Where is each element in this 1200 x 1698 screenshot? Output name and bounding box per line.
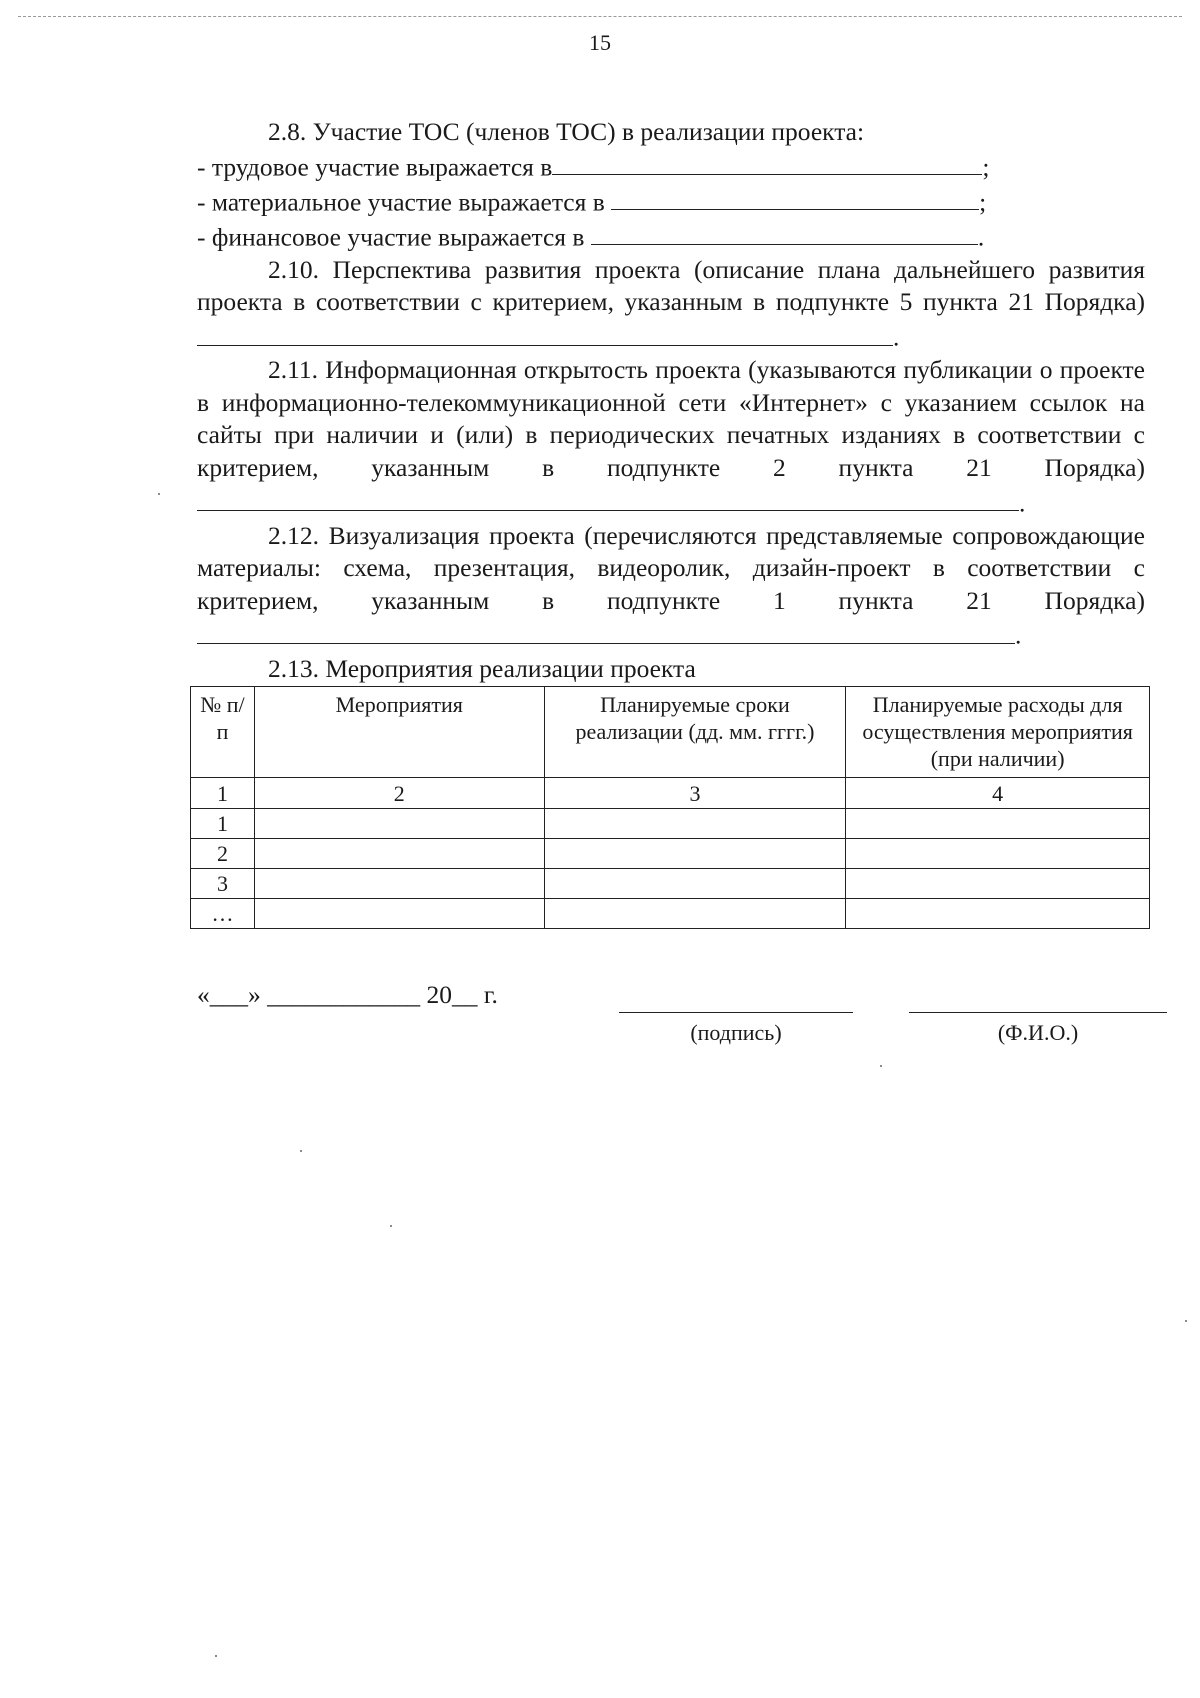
page-number: 15 <box>589 30 611 55</box>
table-row <box>191 869 1150 899</box>
section-2-10-end: . <box>893 322 900 352</box>
signature-line[interactable] <box>619 1012 853 1013</box>
scan-edge-line <box>18 16 1182 17</box>
section-2-12-end: . <box>1015 620 1022 650</box>
section-2-13-heading: 2.13. Мероприятия реализации проекта <box>268 653 696 683</box>
labor-participation-label: - трудовое участие выражается в <box>197 152 553 182</box>
material-fill-line[interactable] <box>611 184 979 211</box>
section-2-10 <box>197 254 1145 354</box>
scan-speck <box>158 493 160 495</box>
row-number: … <box>191 899 255 929</box>
labor-fill-line[interactable] <box>552 149 982 176</box>
column-number: 1 <box>191 778 255 809</box>
header-planned-expenses: Планируемые расходы для осуществления мероприятия (при наличии) <box>846 687 1150 778</box>
scan-speck <box>880 1065 882 1067</box>
scan-speck <box>1185 1320 1187 1322</box>
dates-cell[interactable] <box>544 899 846 929</box>
expenses-cell[interactable] <box>846 899 1150 929</box>
row-number: 3 <box>191 869 255 899</box>
financial-end-mark: . <box>977 222 985 252</box>
table-row <box>191 809 1150 839</box>
full-name-caption: (Ф.И.О.) <box>997 1020 1079 1045</box>
date-field[interactable]: «___» ____________ 20__ г. <box>197 980 498 1009</box>
material-end-mark: ; <box>979 187 987 217</box>
financial-participation-line <box>197 219 1145 254</box>
signature-block <box>197 980 1167 1050</box>
section-2-11-text: 2.11. Информационная открытость проекта (указываются публикации о проекте в информационно-телекоммуникационной сети «Интернет» с указанием ссылок на сайты при наличии и (или) в периодических печатных изданиях в соответствии с критерием, указанным в подпункте 2 пункта 21 Порядка) <box>197 355 1145 482</box>
dates-cell[interactable] <box>544 809 846 839</box>
labor-participation-line <box>197 149 1145 184</box>
section-2-11-end: . <box>1019 488 1026 518</box>
section-2-12-text: 2.12. Визуализация проекта (перечисляются представляемые сопровождающие материалы: схема, презентация, видеоролик, дизайн-проект в соответствии с критерием, указанным в подпункте 1 пункта 21 Порядка) <box>197 520 1145 615</box>
scan-speck <box>300 1150 302 1152</box>
event-cell[interactable] <box>254 869 544 899</box>
section-2-12-fill-line[interactable] <box>197 617 1015 644</box>
row-number: 2 <box>191 839 255 869</box>
table-row <box>191 839 1150 869</box>
scan-speck <box>390 1225 392 1227</box>
document-body <box>197 116 1145 929</box>
event-cell[interactable] <box>254 839 544 869</box>
section-2-11-fill-line[interactable] <box>197 485 1019 512</box>
financial-participation-label: - финансовое участие выражается в <box>197 222 591 252</box>
financial-fill-line[interactable] <box>591 219 978 246</box>
column-number: 4 <box>846 778 1150 809</box>
events-table <box>190 686 1150 929</box>
section-2-10-fill-line[interactable] <box>197 319 893 346</box>
expenses-cell[interactable] <box>846 839 1150 869</box>
header-events: Мероприятия <box>254 687 544 778</box>
section-2-8-heading: 2.8. Участие ТОС (членов ТОС) в реализации проекта: <box>268 117 865 146</box>
header-planned-dates: Планируемые сроки реализации (дд. мм. гггг.) <box>544 687 846 778</box>
full-name-line[interactable] <box>909 1012 1167 1013</box>
section-2-11 <box>197 354 1145 519</box>
section-2-12 <box>197 520 1145 653</box>
row-number: 1 <box>191 809 255 839</box>
table-column-number-row <box>191 778 1150 809</box>
header-number: № п/п <box>191 687 255 778</box>
event-cell[interactable] <box>254 809 544 839</box>
scan-speck <box>215 1655 217 1657</box>
expenses-cell[interactable] <box>846 869 1150 899</box>
dates-cell[interactable] <box>544 869 846 899</box>
material-participation-label: - материальное участие выражается в <box>197 187 612 217</box>
dates-cell[interactable] <box>544 839 846 869</box>
expenses-cell[interactable] <box>846 809 1150 839</box>
table-row <box>191 899 1150 929</box>
section-2-10-text: 2.10. Перспектива развития проекта (описание плана дальнейшего развития проекта в соответствии с критерием, указанным в подпункте 5 пункта 21 Порядка) <box>197 254 1145 317</box>
labor-end-mark: ; <box>982 152 990 182</box>
table-header-row <box>191 687 1150 778</box>
column-number: 2 <box>254 778 544 809</box>
signature-caption: (подпись) <box>690 1020 782 1045</box>
material-participation-line <box>197 184 1145 219</box>
event-cell[interactable] <box>254 899 544 929</box>
column-number: 3 <box>544 778 846 809</box>
